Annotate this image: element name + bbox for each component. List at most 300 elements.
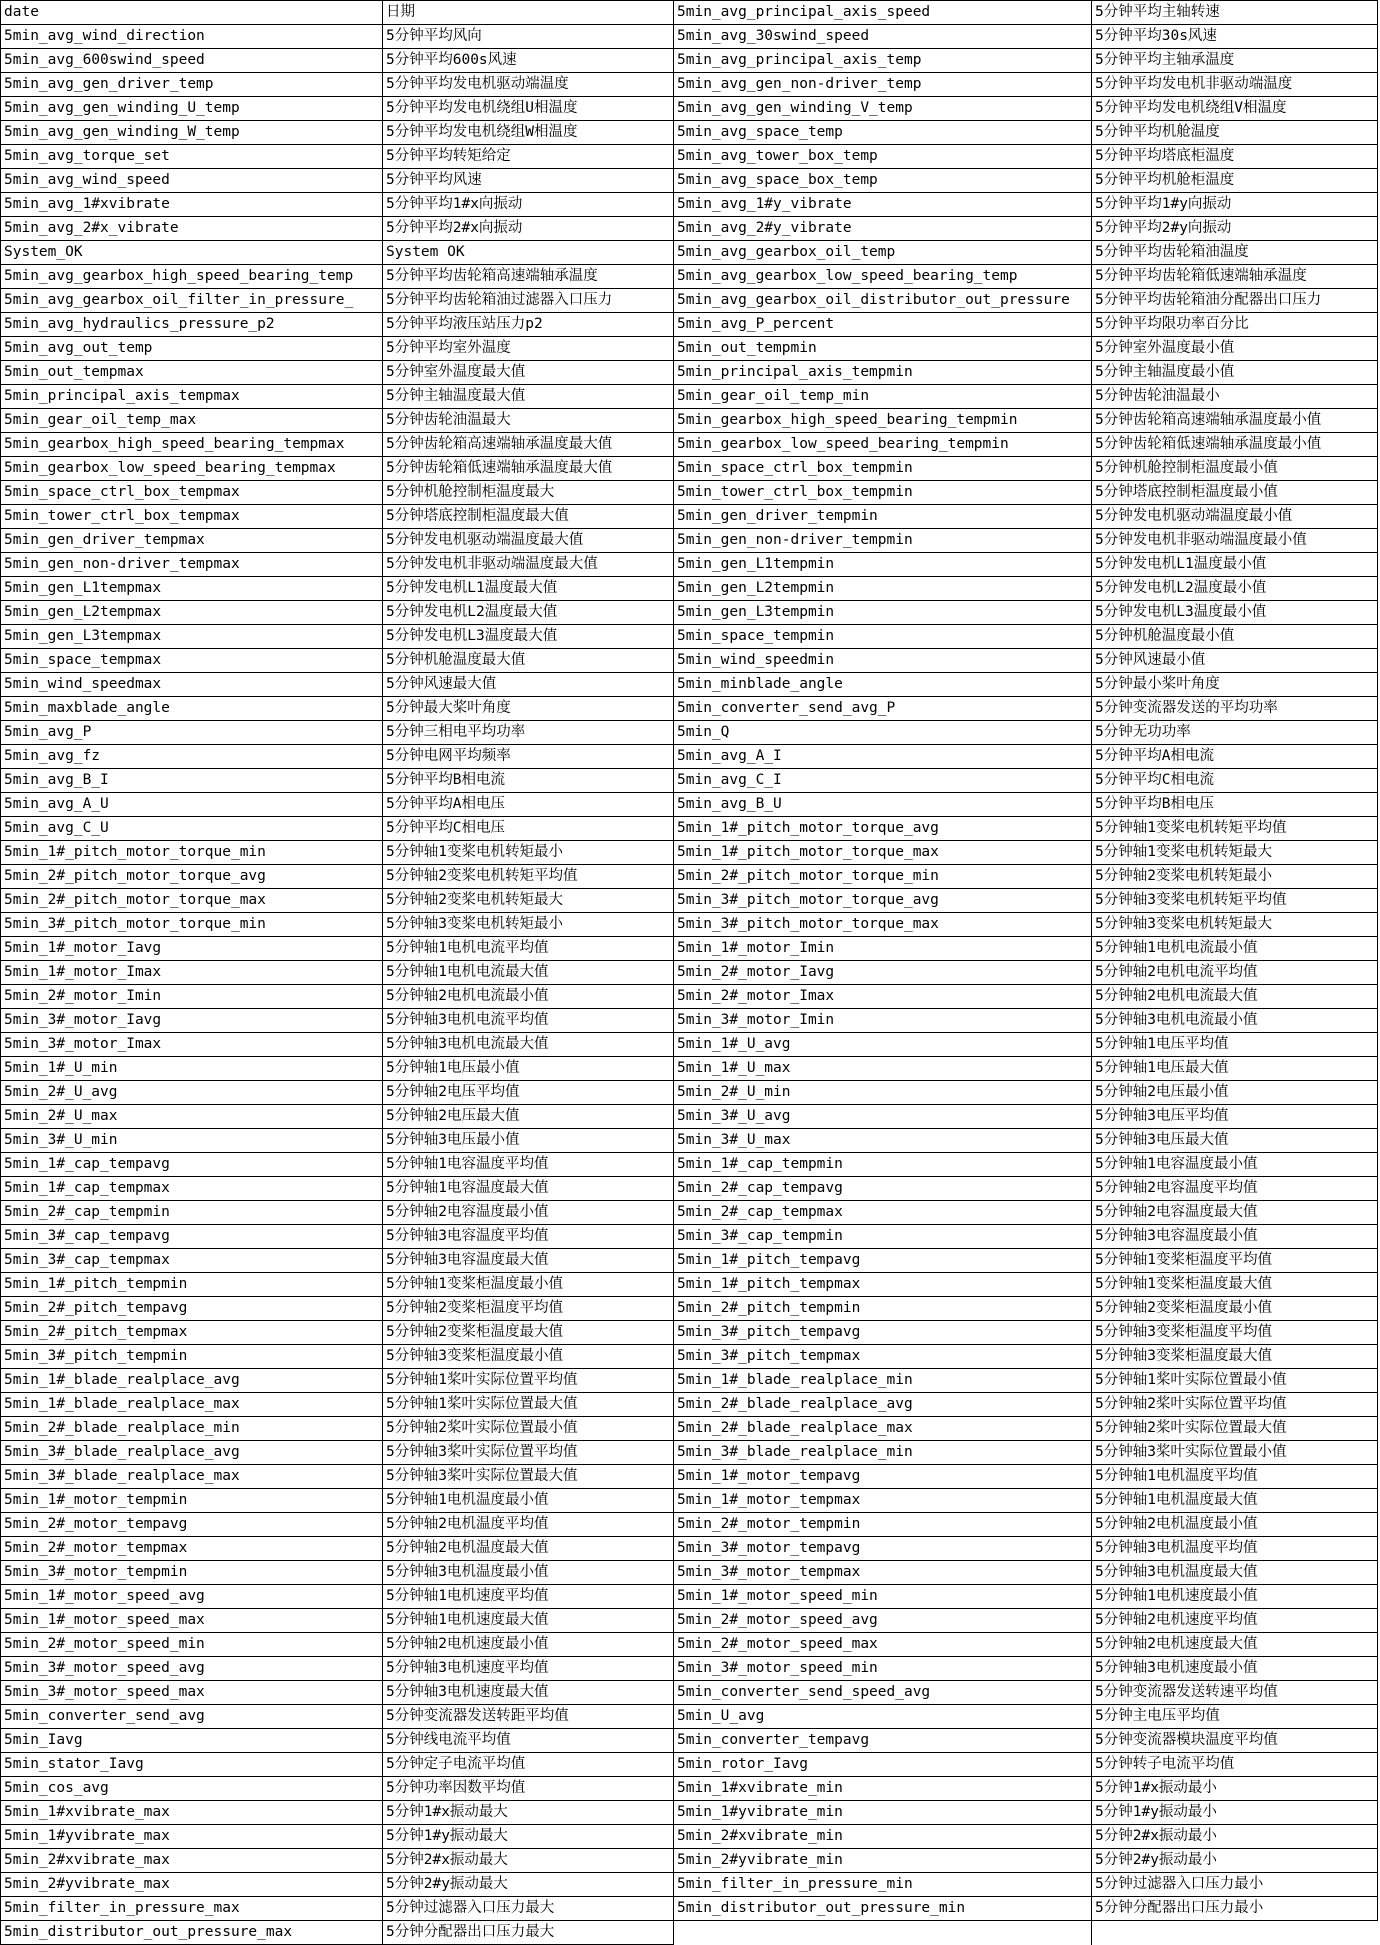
field-label-cell: 5分钟室外温度最大值 [383,361,674,385]
field-label-cell: 5分钟轴2变桨柜温度最大值 [383,1321,674,1345]
field-label-cell: 5分钟轴2电容温度最大值 [1092,1201,1378,1225]
field-label-cell: 5分钟发电机驱动端温度最大值 [383,529,674,553]
field-label-cell: 5分钟平均A相电压 [383,793,674,817]
field-label-cell: 5分钟轴2电机温度平均值 [383,1513,674,1537]
field-label-cell: 5分钟主轴温度最小值 [1092,361,1378,385]
field-label-cell: 5分钟定子电流平均值 [383,1753,674,1777]
field-label-cell: 5分钟线电流平均值 [383,1729,674,1753]
table-row [1,1105,1378,1129]
field-name-cell: 5min_gen_non-driver_tempmax [1,553,383,577]
field-label-cell: 5分钟平均机舱温度 [1092,121,1378,145]
field-label-cell: 5分钟轴1电机温度最大值 [1092,1489,1378,1513]
table-row [1,913,1378,937]
field-label-cell: 5分钟2#x振动最小 [1092,1825,1378,1849]
table-row [1,649,1378,673]
table-row [1,1609,1378,1633]
field-label-cell: 5分钟轴3电机温度最小值 [383,1561,674,1585]
field-label-cell: 5分钟轴3电机速度平均值 [383,1657,674,1681]
field-mapping-table-body [1,1,1378,1945]
field-name-cell: 5min_1#_motor_tempavg [674,1465,1092,1489]
field-label-cell: 5分钟轴3桨叶实际位置最大值 [383,1465,674,1489]
field-label-cell: 5分钟发电机L2温度最大值 [383,601,674,625]
table-row [1,385,1378,409]
field-label-cell: 5分钟功率因数平均值 [383,1777,674,1801]
field-name-cell: 5min_3#_U_min [1,1129,383,1153]
field-label-cell: 5分钟平均主轴转速 [1092,1,1378,25]
field-label-cell: 5分钟发电机非驱动端温度最大值 [383,553,674,577]
field-name-cell: 5min_1#_cap_tempmin [674,1153,1092,1177]
field-name-cell: 5min_avg_1#y_vibrate [674,193,1092,217]
table-row [1,1873,1378,1897]
field-name-cell: 5min_avg_principal_axis_speed [674,1,1092,25]
field-name-cell: 5min_3#_blade_realplace_max [1,1465,383,1489]
field-label-cell: 5分钟平均600s风速 [383,49,674,73]
field-name-cell: 5min_avg_A_U [1,793,383,817]
field-label-cell: 5分钟轴3电机速度最小值 [1092,1657,1378,1681]
field-label-cell: System OK [383,241,674,265]
field-label-cell: 5分钟轴1变桨柜温度最小值 [383,1273,674,1297]
field-name-cell: 5min_avg_B_U [674,793,1092,817]
field-label-cell: 5分钟轴3电压最大值 [1092,1129,1378,1153]
field-label-cell: 5分钟齿轮箱高速端轴承温度最大值 [383,433,674,457]
table-row [1,937,1378,961]
field-name-cell: 5min_2#_U_avg [1,1081,383,1105]
field-label-cell: 5分钟平均齿轮箱油温度 [1092,241,1378,265]
field-name-cell: 5min_3#_cap_tempmin [674,1225,1092,1249]
field-label-cell: 5分钟齿轮箱高速端轴承温度最小值 [1092,409,1378,433]
field-label-cell: 5分钟轴1电机电流最小值 [1092,937,1378,961]
field-name-cell: 5min_space_ctrl_box_tempmin [674,457,1092,481]
field-label-cell: 5分钟轴1变桨电机转矩最小 [383,841,674,865]
field-label-cell: 5分钟轴2电压最小值 [1092,1081,1378,1105]
field-label-cell: 5分钟发电机L2温度最小值 [1092,577,1378,601]
field-label-cell: 5分钟轴1桨叶实际位置最小值 [1092,1369,1378,1393]
field-label-cell: 5分钟平均齿轮箱高速端轴承温度 [383,265,674,289]
field-label-cell: 5分钟轴2桨叶实际位置最大值 [1092,1417,1378,1441]
table-row [1,1921,1378,1945]
field-name-cell: 5min_filter_in_pressure_min [674,1873,1092,1897]
field-name-cell: 5min_2#_pitch_tempavg [1,1297,383,1321]
table-row [1,553,1378,577]
table-row [1,817,1378,841]
field-label-cell: 5分钟主轴温度最大值 [383,385,674,409]
field-label-cell: 5分钟轴3变桨电机转矩平均值 [1092,889,1378,913]
field-name-cell: 5min_space_tempmin [674,625,1092,649]
field-name-cell: 5min_2#_motor_Imax [674,985,1092,1009]
field-name-cell: 5min_avg_gen_driver_temp [1,73,383,97]
field-label-cell: 5分钟平均发电机非驱动端温度 [1092,73,1378,97]
field-name-cell: 5min_gearbox_low_speed_bearing_tempmax [1,457,383,481]
field-label-cell: 5分钟平均齿轮箱油分配器出口压力 [1092,289,1378,313]
field-label-cell: 5分钟轴1变桨电机转矩平均值 [1092,817,1378,841]
table-row [1,1681,1378,1705]
table-row [1,721,1378,745]
field-label-cell: 5分钟平均30s风速 [1092,25,1378,49]
table-row [1,121,1378,145]
field-name-cell: 5min_converter_tempavg [674,1729,1092,1753]
field-label-cell: 5分钟轴1变桨柜温度最大值 [1092,1273,1378,1297]
field-name-cell: 5min_3#_motor_speed_avg [1,1657,383,1681]
field-name-cell [674,1921,1092,1945]
table-row [1,1441,1378,1465]
field-label-cell: 5分钟平均发电机绕组W相温度 [383,121,674,145]
field-name-cell: 5min_avg_space_temp [674,121,1092,145]
field-label-cell: 5分钟平均C相电流 [1092,769,1378,793]
table-row [1,1561,1378,1585]
table-row [1,1777,1378,1801]
field-name-cell: 5min_avg_gen_winding_W_temp [1,121,383,145]
field-label-cell: 5分钟发电机L3温度最小值 [1092,601,1378,625]
table-row [1,1849,1378,1873]
table-row [1,481,1378,505]
field-name-cell: 5min_avg_gen_non-driver_temp [674,73,1092,97]
field-label-cell: 5分钟轴1电压平均值 [1092,1033,1378,1057]
field-label-cell: 5分钟轴2电容温度最小值 [383,1201,674,1225]
field-label-cell: 5分钟1#y振动最大 [383,1825,674,1849]
field-label-cell: 5分钟过滤器入口压力最大 [383,1897,674,1921]
field-label-cell: 5分钟轴3电机电流最小值 [1092,1009,1378,1033]
field-name-cell: 5min_gear_oil_temp_min [674,385,1092,409]
field-name-cell: 5min_avg_tower_box_temp [674,145,1092,169]
field-name-cell: 5min_1#_motor_tempmax [674,1489,1092,1513]
field-name-cell: 5min_out_tempmin [674,337,1092,361]
table-row [1,529,1378,553]
field-name-cell: 5min_avg_C_I [674,769,1092,793]
field-name-cell: 5min_minblade_angle [674,673,1092,697]
field-name-cell: 5min_avg_B_I [1,769,383,793]
field-label-cell: 5分钟轴1电机电流平均值 [383,937,674,961]
field-label-cell: 5分钟轴1电机速度平均值 [383,1585,674,1609]
field-label-cell: 5分钟齿轮箱低速端轴承温度最小值 [1092,433,1378,457]
field-name-cell: 5min_U_avg [674,1705,1092,1729]
field-name-cell: 5min_2#_U_min [674,1081,1092,1105]
field-name-cell: 5min_3#_motor_tempavg [674,1537,1092,1561]
field-name-cell: 5min_rotor_Iavg [674,1753,1092,1777]
field-name-cell: 5min_avg_space_box_temp [674,169,1092,193]
field-name-cell: 5min_1#_U_avg [674,1033,1092,1057]
field-name-cell: 5min_2#_motor_speed_avg [674,1609,1092,1633]
field-name-cell: 5min_cos_avg [1,1777,383,1801]
table-row [1,1,1378,25]
field-name-cell: 5min_3#_U_max [674,1129,1092,1153]
field-name-cell: 5min_1#_motor_speed_min [674,1585,1092,1609]
field-label-cell: 5分钟轴1电机电流最大值 [383,961,674,985]
table-row [1,985,1378,1009]
field-label-cell: 5分钟轴2桨叶实际位置平均值 [1092,1393,1378,1417]
field-name-cell: 5min_gen_L3tempmax [1,625,383,649]
field-name-cell: 5min_2#yvibrate_max [1,1873,383,1897]
field-name-cell: date [1,1,383,25]
field-name-cell: 5min_Q [674,721,1092,745]
field-label-cell: 5分钟轴2电机温度最小值 [1092,1513,1378,1537]
field-label-cell: 5分钟分配器出口压力最大 [383,1921,674,1945]
field-label-cell: 5分钟风速最小值 [1092,649,1378,673]
field-name-cell: 5min_1#_pitch_motor_torque_max [674,841,1092,865]
field-name-cell: 5min_out_tempmax [1,361,383,385]
field-label-cell: 5分钟变流器发送转距平均值 [383,1705,674,1729]
field-label-cell: 5分钟塔底控制柜温度最大值 [383,505,674,529]
field-name-cell: 5min_1#_pitch_motor_torque_min [1,841,383,865]
field-label-cell: 5分钟1#y振动最小 [1092,1801,1378,1825]
field-label-cell: 5分钟变流器模块温度平均值 [1092,1729,1378,1753]
field-name-cell: 5min_3#_pitch_tempmax [674,1345,1092,1369]
field-name-cell: 5min_space_tempmax [1,649,383,673]
field-label-cell: 5分钟2#y振动最小 [1092,1849,1378,1873]
field-name-cell: 5min_gen_L3tempmin [674,601,1092,625]
field-name-cell: 5min_3#_pitch_tempmin [1,1345,383,1369]
table-row [1,1321,1378,1345]
field-name-cell: 5min_3#_cap_tempmax [1,1249,383,1273]
field-label-cell: 5分钟轴2电机电流最大值 [1092,985,1378,1009]
field-label-cell: 5分钟平均主轴承温度 [1092,49,1378,73]
field-label-cell: 5分钟平均1#y向振动 [1092,193,1378,217]
table-row [1,361,1378,385]
table-row [1,1657,1378,1681]
field-name-cell: 5min_distributor_out_pressure_max [1,1921,383,1945]
table-row [1,1633,1378,1657]
field-label-cell: 5分钟轴1电机温度平均值 [1092,1465,1378,1489]
field-label-cell: 5分钟轴2变桨电机转矩平均值 [383,865,674,889]
field-name-cell: 5min_2#_cap_tempmin [1,1201,383,1225]
field-label-cell: 5分钟发电机L3温度最大值 [383,625,674,649]
field-label-cell: 5分钟轴3电容温度最小值 [1092,1225,1378,1249]
field-label-cell: 5分钟平均1#x向振动 [383,193,674,217]
field-name-cell: 5min_2#_pitch_motor_torque_min [674,865,1092,889]
field-label-cell: 5分钟平均风向 [383,25,674,49]
field-label-cell: 5分钟齿轮油温最小 [1092,385,1378,409]
field-label-cell: 5分钟轴1电容温度平均值 [383,1153,674,1177]
table-row [1,1273,1378,1297]
field-name-cell: 5min_2#_pitch_motor_torque_avg [1,865,383,889]
field-name-cell: 5min_2#xvibrate_min [674,1825,1092,1849]
field-label-cell: 5分钟机舱温度最大值 [383,649,674,673]
table-row [1,193,1378,217]
field-name-cell: 5min_1#_motor_speed_avg [1,1585,383,1609]
table-row [1,1009,1378,1033]
field-name-cell: 5min_2#_motor_tempmax [1,1537,383,1561]
table-row [1,25,1378,49]
field-label-cell: 5分钟平均塔底柜温度 [1092,145,1378,169]
field-label-cell: 5分钟平均B相电压 [1092,793,1378,817]
table-row [1,145,1378,169]
field-label-cell: 5分钟轴2电机速度平均值 [1092,1609,1378,1633]
table-row [1,1177,1378,1201]
field-name-cell: 5min_tower_ctrl_box_tempmax [1,505,383,529]
field-label-cell: 5分钟发电机非驱动端温度最小值 [1092,529,1378,553]
field-name-cell: 5min_avg_wind_direction [1,25,383,49]
field-label-cell: 5分钟轴2变桨电机转矩最大 [383,889,674,913]
field-name-cell: 5min_1#yvibrate_min [674,1801,1092,1825]
field-label-cell: 5分钟发电机驱动端温度最小值 [1092,505,1378,529]
table-row [1,409,1378,433]
field-label-cell: 5分钟平均齿轮箱低速端轴承温度 [1092,265,1378,289]
field-name-cell: 5min_1#_motor_Imin [674,937,1092,961]
table-row [1,313,1378,337]
field-label-cell: 5分钟最小桨叶角度 [1092,673,1378,697]
field-label-cell: 5分钟轴3桨叶实际位置最小值 [1092,1441,1378,1465]
table-row [1,1249,1378,1273]
field-name-cell: 5min_2#_blade_realplace_min [1,1417,383,1441]
table-row [1,1129,1378,1153]
field-name-cell: 5min_1#_pitch_motor_torque_avg [674,817,1092,841]
field-name-cell: 5min_gen_driver_tempmax [1,529,383,553]
table-row [1,1345,1378,1369]
field-label-cell [1092,1921,1378,1945]
table-row [1,1033,1378,1057]
field-label-cell: 5分钟1#x振动最小 [1092,1777,1378,1801]
field-name-cell: 5min_1#_blade_realplace_avg [1,1369,383,1393]
field-label-cell: 5分钟轴3电容温度最大值 [383,1249,674,1273]
field-label-cell: 5分钟轴2变桨电机转矩最小 [1092,865,1378,889]
field-label-cell: 5分钟风速最大值 [383,673,674,697]
table-row [1,1081,1378,1105]
field-name-cell: 5min_avg_fz [1,745,383,769]
field-name-cell: 5min_avg_gen_winding_V_temp [674,97,1092,121]
field-name-cell: 5min_converter_send_avg [1,1705,383,1729]
field-name-cell: 5min_2#_U_max [1,1105,383,1129]
field-name-cell: 5min_2#_pitch_tempmax [1,1321,383,1345]
field-name-cell: 5min_avg_gearbox_oil_filter_in_pressure_ [1,289,383,313]
field-label-cell: 5分钟轴2变桨柜温度最小值 [1092,1297,1378,1321]
table-row [1,745,1378,769]
field-name-cell: 5min_2#xvibrate_max [1,1849,383,1873]
field-label-cell: 5分钟轴1电机温度最小值 [383,1489,674,1513]
field-label-cell: 5分钟轴3变桨柜温度最大值 [1092,1345,1378,1369]
field-label-cell: 5分钟齿轮箱低速端轴承温度最大值 [383,457,674,481]
field-label-cell: 5分钟轴2变桨柜温度平均值 [383,1297,674,1321]
field-name-cell: 5min_avg_30swind_speed [674,25,1092,49]
table-row [1,1489,1378,1513]
field-label-cell: 5分钟轴1电压最大值 [1092,1057,1378,1081]
field-name-cell: 5min_1#xvibrate_max [1,1801,383,1825]
field-name-cell: 5min_gen_non-driver_tempmin [674,529,1092,553]
field-label-cell: 5分钟电网平均频率 [383,745,674,769]
table-row [1,241,1378,265]
field-name-cell: 5min_2#_motor_tempavg [1,1513,383,1537]
field-label-cell: 5分钟轴3变桨电机转矩最小 [383,913,674,937]
field-name-cell: 5min_1#_motor_Imax [1,961,383,985]
field-name-cell: 5min_avg_torque_set [1,145,383,169]
table-row [1,601,1378,625]
table-row [1,289,1378,313]
table-row [1,673,1378,697]
field-name-cell: 5min_distributor_out_pressure_min [674,1897,1092,1921]
field-label-cell: 5分钟轴2电压平均值 [383,1081,674,1105]
field-name-cell: 5min_2#_cap_tempmax [674,1201,1092,1225]
field-name-cell: 5min_wind_speedmin [674,649,1092,673]
field-label-cell: 5分钟轴2电机速度最大值 [1092,1633,1378,1657]
table-row [1,1729,1378,1753]
field-label-cell: 5分钟轴1电机速度最小值 [1092,1585,1378,1609]
table-row [1,505,1378,529]
table-row [1,625,1378,649]
table-row [1,1153,1378,1177]
field-label-cell: 5分钟平均2#x向振动 [383,217,674,241]
field-label-cell: 5分钟平均发电机驱动端温度 [383,73,674,97]
field-name-cell: 5min_3#_cap_tempavg [1,1225,383,1249]
field-name-cell: 5min_1#_cap_tempavg [1,1153,383,1177]
table-row [1,1897,1378,1921]
field-name-cell: 5min_avg_wind_speed [1,169,383,193]
field-label-cell: 5分钟塔底控制柜温度最小值 [1092,481,1378,505]
field-label-cell: 5分钟轴3变桨柜温度平均值 [1092,1321,1378,1345]
table-row [1,169,1378,193]
field-name-cell: 5min_2#_motor_Iavg [674,961,1092,985]
field-name-cell: 5min_3#_pitch_motor_torque_avg [674,889,1092,913]
field-name-cell: 5min_filter_in_pressure_max [1,1897,383,1921]
field-name-cell: 5min_3#_motor_tempmax [674,1561,1092,1585]
field-name-cell: 5min_3#_blade_realplace_min [674,1441,1092,1465]
field-label-cell: 5分钟平均2#y向振动 [1092,217,1378,241]
field-name-cell: 5min_1#xvibrate_min [674,1777,1092,1801]
field-label-cell: 5分钟平均齿轮箱油过滤器入口压力 [383,289,674,313]
field-label-cell: 5分钟轴1电压最小值 [383,1057,674,1081]
field-label-cell: 5分钟三相电平均功率 [383,721,674,745]
table-row [1,337,1378,361]
table-row [1,49,1378,73]
field-name-cell: 5min_2#_motor_speed_max [674,1633,1092,1657]
field-name-cell: 5min_avg_2#y_vibrate [674,217,1092,241]
field-label-cell: 5分钟轴3电压平均值 [1092,1105,1378,1129]
field-name-cell: 5min_3#_pitch_motor_torque_max [674,913,1092,937]
field-name-cell: 5min_avg_A_I [674,745,1092,769]
table-row [1,457,1378,481]
field-name-cell: 5min_stator_Iavg [1,1753,383,1777]
field-name-cell: 5min_avg_P [1,721,383,745]
field-label-cell: 5分钟轴3电机速度最大值 [383,1681,674,1705]
field-label-cell: 5分钟轴1电机速度最大值 [383,1609,674,1633]
field-name-cell: 5min_1#_pitch_tempmax [674,1273,1092,1297]
field-label-cell: 5分钟变流器发送转速平均值 [1092,1681,1378,1705]
field-name-cell: 5min_1#_motor_speed_max [1,1609,383,1633]
table-row [1,865,1378,889]
table-row [1,889,1378,913]
table-row [1,1753,1378,1777]
table-row [1,1705,1378,1729]
table-row [1,793,1378,817]
field-name-cell: 5min_avg_out_temp [1,337,383,361]
field-label-cell: 5分钟平均液压站压力p2 [383,313,674,337]
field-name-cell: 5min_1#_motor_Iavg [1,937,383,961]
table-row [1,1297,1378,1321]
field-label-cell: 5分钟轴3桨叶实际位置平均值 [383,1441,674,1465]
field-label-cell: 5分钟室外温度最小值 [1092,337,1378,361]
field-label-cell: 5分钟转子电流平均值 [1092,1753,1378,1777]
field-label-cell: 5分钟发电机L1温度最大值 [383,577,674,601]
field-name-cell: 5min_2#yvibrate_min [674,1849,1092,1873]
field-name-cell: 5min_converter_send_speed_avg [674,1681,1092,1705]
table-row [1,1801,1378,1825]
table-row [1,1537,1378,1561]
field-label-cell: 5分钟轴3电机电流最大值 [383,1033,674,1057]
field-name-cell: 5min_gearbox_high_speed_bearing_tempmax [1,433,383,457]
field-label-cell: 5分钟机舱控制柜温度最小值 [1092,457,1378,481]
field-name-cell: 5min_avg_1#xvibrate [1,193,383,217]
field-label-cell: 5分钟平均机舱柜温度 [1092,169,1378,193]
table-row [1,1225,1378,1249]
field-label-cell: 5分钟平均限功率百分比 [1092,313,1378,337]
field-label-cell: 5分钟轴2电压最大值 [383,1105,674,1129]
table-row [1,1465,1378,1489]
field-name-cell: 5min_3#_pitch_motor_torque_min [1,913,383,937]
field-label-cell: 5分钟轴1电容温度最小值 [1092,1153,1378,1177]
field-name-cell: 5min_1#_U_min [1,1057,383,1081]
field-name-cell: 5min_avg_P_percent [674,313,1092,337]
field-name-cell: 5min_principal_axis_tempmax [1,385,383,409]
field-name-cell: 5min_2#_pitch_tempmin [674,1297,1092,1321]
field-name-cell: 5min_avg_C_U [1,817,383,841]
field-name-cell: 5min_3#_motor_speed_min [674,1657,1092,1681]
